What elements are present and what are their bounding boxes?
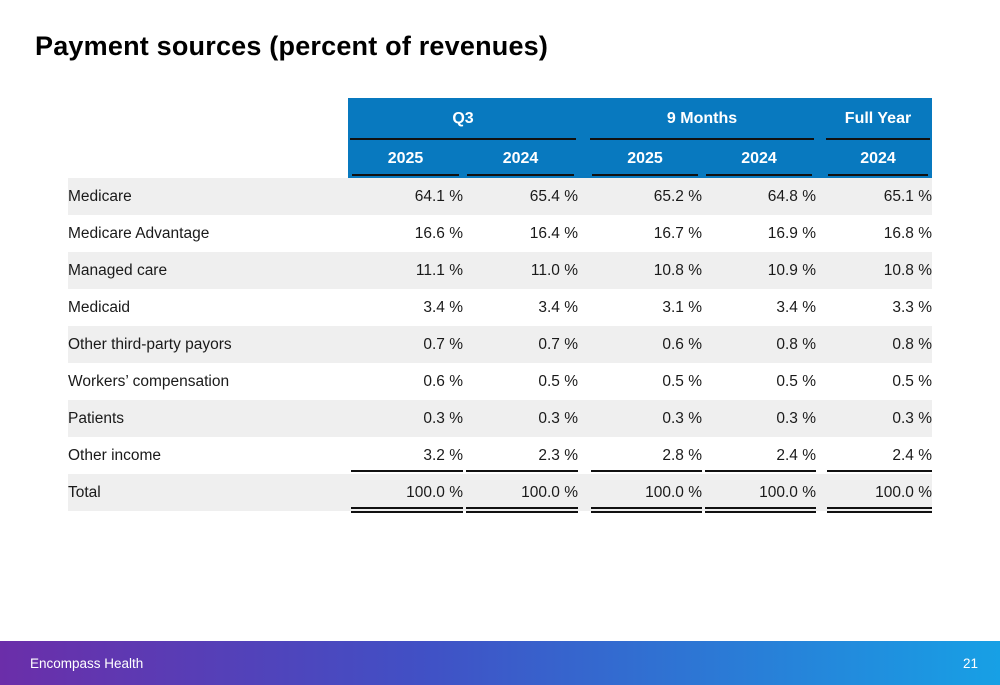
gap-cell bbox=[816, 178, 824, 215]
row-label: Medicare Advantage bbox=[68, 224, 210, 242]
year-header: 2024 bbox=[702, 140, 816, 178]
value-cell: 0.5 % bbox=[776, 372, 816, 390]
group-header-full-year: Full Year bbox=[824, 98, 932, 140]
value-cell: 64.1 % bbox=[348, 178, 463, 215]
table-row bbox=[68, 252, 932, 289]
gap-cell bbox=[816, 474, 824, 511]
value-cell: 0.3 % bbox=[702, 400, 816, 437]
gap-cell bbox=[816, 400, 824, 437]
table-row bbox=[68, 400, 932, 437]
gap-cell bbox=[578, 215, 588, 252]
table-row bbox=[68, 178, 932, 215]
payment-sources-table bbox=[68, 98, 932, 511]
company-name: Encompass Health bbox=[30, 655, 144, 671]
gap-cell bbox=[578, 252, 588, 289]
row-label: Managed care bbox=[68, 252, 348, 289]
value-cell: 3.4 % bbox=[423, 298, 463, 316]
row-label: Patients bbox=[68, 400, 348, 437]
gap-cell bbox=[816, 215, 824, 252]
gap-cell bbox=[816, 289, 824, 326]
total-label: Total bbox=[68, 474, 348, 511]
value-cell: 10.8 % bbox=[824, 252, 932, 289]
value-cell: 0.5 % bbox=[662, 372, 702, 390]
value-cell: 3.2 % bbox=[348, 437, 463, 474]
value-cell: 16.7 % bbox=[653, 224, 702, 242]
column-group-header-row bbox=[68, 98, 932, 140]
value-cell: 0.3 % bbox=[824, 400, 932, 437]
value-cell: 10.9 % bbox=[702, 252, 816, 289]
gap-cell bbox=[578, 326, 588, 363]
value-cell: 16.4 % bbox=[529, 224, 578, 242]
value-cell: 0.5 % bbox=[538, 372, 578, 390]
value-cell: 16.6 % bbox=[414, 224, 463, 242]
footer-bar bbox=[0, 641, 1000, 685]
year-header: 2024 bbox=[824, 140, 932, 178]
gap-cell bbox=[578, 474, 588, 511]
value-cell: 0.3 % bbox=[348, 400, 463, 437]
total-value-cell: 100.0 % bbox=[348, 474, 463, 511]
year-header: 2024 bbox=[463, 140, 578, 178]
gap-cell bbox=[816, 326, 824, 363]
row-label: Medicaid bbox=[68, 298, 131, 316]
value-cell: 2.4 % bbox=[702, 437, 816, 474]
value-cell: 11.1 % bbox=[348, 252, 463, 289]
gap-cell bbox=[816, 363, 824, 400]
value-cell: 64.8 % bbox=[702, 178, 816, 215]
row-label: Other income bbox=[68, 446, 162, 464]
page-number: 21 bbox=[962, 655, 978, 671]
year-header: 2025 bbox=[588, 140, 702, 178]
value-cell: 2.8 % bbox=[588, 437, 702, 474]
row-label: Workers’ compensation bbox=[68, 372, 230, 390]
value-cell: 0.7 % bbox=[348, 326, 463, 363]
header-gap bbox=[578, 140, 588, 178]
total-value-cell: 100.0 % bbox=[588, 474, 702, 511]
gap-cell bbox=[578, 400, 588, 437]
gap-cell bbox=[816, 437, 824, 474]
row-label: Medicare bbox=[68, 178, 348, 215]
total-row bbox=[68, 474, 932, 511]
value-cell: 3.4 % bbox=[538, 298, 578, 316]
value-cell: 0.6 % bbox=[423, 372, 463, 390]
value-cell: 3.4 % bbox=[776, 298, 816, 316]
gap-cell bbox=[816, 252, 824, 289]
value-cell: 3.3 % bbox=[892, 298, 932, 316]
value-cell: 16.9 % bbox=[767, 224, 816, 242]
row-label: Other third-party payors bbox=[68, 326, 348, 363]
page-title: Payment sources (percent of revenues) bbox=[35, 31, 549, 61]
value-cell: 65.2 % bbox=[588, 178, 702, 215]
group-header-9-months: 9 Months bbox=[588, 98, 816, 140]
value-cell: 0.7 % bbox=[463, 326, 578, 363]
header-gap bbox=[816, 98, 824, 140]
table-row bbox=[68, 289, 932, 326]
gap-cell bbox=[578, 289, 588, 326]
gap-cell bbox=[578, 178, 588, 215]
table-row bbox=[68, 326, 932, 363]
value-cell: 0.5 % bbox=[892, 372, 932, 390]
value-cell: 0.3 % bbox=[463, 400, 578, 437]
year-header: 2025 bbox=[348, 140, 463, 178]
value-cell: 0.3 % bbox=[588, 400, 702, 437]
value-cell: 65.4 % bbox=[463, 178, 578, 215]
table-row bbox=[68, 363, 932, 400]
corner-cell bbox=[68, 140, 348, 178]
value-cell: 3.1 % bbox=[662, 298, 702, 316]
value-cell: 2.3 % bbox=[463, 437, 578, 474]
gap-cell bbox=[578, 363, 588, 400]
corner-cell bbox=[68, 98, 348, 140]
value-cell: 0.8 % bbox=[824, 326, 932, 363]
total-value-cell: 100.0 % bbox=[824, 474, 932, 511]
total-value-cell: 100.0 % bbox=[702, 474, 816, 511]
value-cell: 16.8 % bbox=[883, 224, 932, 242]
value-cell: 11.0 % bbox=[463, 252, 578, 289]
year-header-row bbox=[68, 140, 932, 178]
table-row bbox=[68, 215, 932, 252]
gap-cell bbox=[578, 437, 588, 474]
value-cell: 2.4 % bbox=[824, 437, 932, 474]
value-cell: 0.8 % bbox=[702, 326, 816, 363]
total-value-cell: 100.0 % bbox=[463, 474, 578, 511]
value-cell: 0.6 % bbox=[588, 326, 702, 363]
header-gap bbox=[578, 98, 588, 140]
value-cell: 65.1 % bbox=[824, 178, 932, 215]
value-cell: 10.8 % bbox=[588, 252, 702, 289]
header-gap bbox=[816, 140, 824, 178]
group-header-q3: Q3 bbox=[348, 98, 578, 140]
table-row bbox=[68, 437, 932, 474]
